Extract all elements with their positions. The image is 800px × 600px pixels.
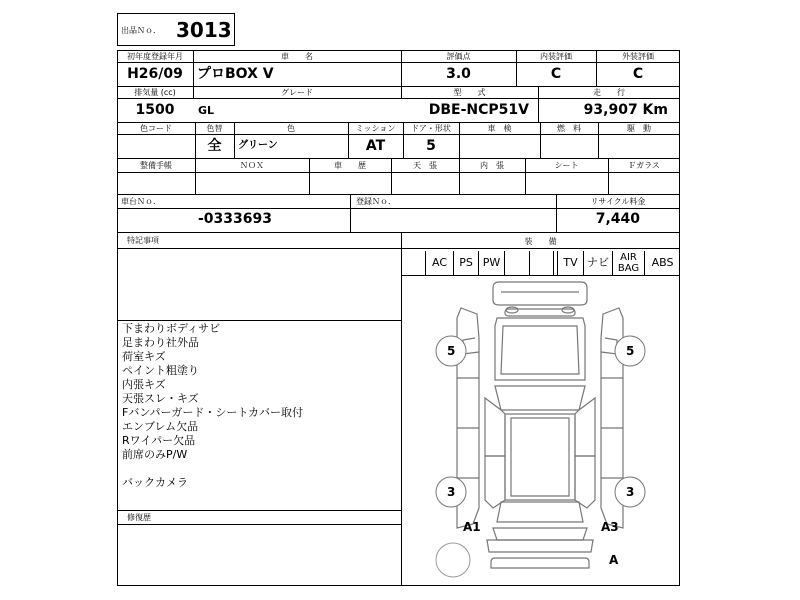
fuel-label: 燃 料	[557, 124, 581, 133]
chassis-number: -0333693	[198, 211, 272, 227]
equipment-ac: AC	[425, 251, 453, 275]
equipment-tv: TV	[557, 251, 583, 275]
evaluation-score: 3.0	[446, 66, 471, 82]
equipment-abs: ABS	[644, 251, 680, 275]
equipment-slot	[529, 251, 553, 275]
rear-right-grade: 3	[626, 485, 635, 499]
repair-history-title: 修復歴	[127, 513, 151, 522]
recycle-fee: 7,440	[595, 211, 640, 227]
equipment-navi: ナビ	[583, 251, 612, 275]
nox-label: ＮＯＸ	[240, 161, 264, 170]
note-line: Rワイパー欠品	[122, 434, 196, 447]
front-left-grade: 5	[447, 344, 456, 358]
note-line: エンブレム欠品	[122, 420, 199, 433]
note-line: バックカメラ	[122, 476, 188, 489]
rear-left-damage-mark: A1	[463, 520, 481, 534]
note-line: 天張スレ・キズ	[122, 392, 199, 405]
car-damage-diagram	[401, 278, 680, 586]
note-line: ペイント粗塗り	[122, 364, 199, 377]
color-code-label: 色コード	[140, 124, 172, 133]
year-label: 初年度登録年月	[127, 52, 183, 61]
mileage: 93,907 Km	[583, 102, 668, 118]
lot-number: 3013	[176, 18, 232, 42]
note-line: 足まわり社外品	[122, 336, 199, 349]
manual-label: 整備手帳	[140, 161, 172, 170]
displacement-label: 排気量 (cc)	[134, 88, 176, 97]
mission: AT	[365, 138, 386, 154]
equipment-airbag: AIR BAG	[612, 251, 644, 275]
equipment-title: 装 備	[524, 237, 557, 246]
rear-damage-mark: A	[609, 553, 619, 567]
equipment-ps: PS	[453, 251, 478, 275]
door-count: 5	[426, 138, 436, 154]
rear-right-damage-mark: A3	[601, 520, 619, 534]
note-line: 内張キズ	[122, 378, 166, 391]
grade: GL	[198, 104, 215, 117]
door-label: ドア・形状	[411, 124, 451, 133]
model-label: 車 名	[281, 52, 313, 61]
inspection-label: 車 検	[487, 124, 512, 133]
seat-label: シート	[554, 161, 579, 170]
ceiling-label: 天 張	[413, 161, 437, 170]
note-line: 荷室キズ	[122, 350, 166, 363]
front-glass-label: Ｆガラス	[628, 161, 660, 170]
inner-panel-label: 内 張	[480, 161, 504, 170]
color-change-label: 色替	[206, 124, 223, 133]
exterior-grade: C	[632, 66, 644, 82]
recycle-label: リサイクル料金	[590, 197, 646, 206]
model-name: プロBOX V	[197, 66, 274, 82]
chassis-label: 車台Ｎｏ．	[121, 197, 161, 206]
lot-number-label: 出品Ｎｏ．	[121, 26, 161, 35]
score-label: 評価点	[446, 52, 471, 61]
equipment-pw: PW	[478, 251, 505, 275]
color-change: 全	[207, 138, 222, 154]
note-line: Fバンパーガード・シートカバー取付	[122, 406, 304, 419]
displacement: 1500	[135, 102, 175, 118]
history-label: 車 歴	[334, 161, 366, 170]
interior-grade-label: 内装評価	[540, 52, 572, 61]
registration-label: 登録Ｎｏ．	[356, 197, 396, 206]
interior-grade: C	[550, 66, 562, 82]
mileage-label: 走 行	[593, 88, 625, 97]
note-line	[122, 462, 303, 476]
registration-year: H26/09	[127, 66, 183, 82]
drive-label: 駆 動	[627, 124, 651, 133]
exterior-grade-label: 外装評価	[622, 52, 654, 61]
notes-list	[122, 322, 303, 490]
front-right-grade: 5	[626, 344, 635, 358]
mission-label: ミッション	[355, 124, 396, 133]
rear-left-grade: 3	[447, 485, 456, 499]
grade-label: グレード	[281, 88, 313, 97]
color-label: 色	[287, 124, 295, 133]
note-line: 下まわりボディサビ	[122, 322, 221, 335]
equipment-slot	[401, 251, 425, 275]
color: グリーン	[238, 140, 278, 151]
type-label: 型 式	[453, 88, 486, 97]
notes-title: 特記事項	[127, 236, 159, 245]
note-line: 前席のみP/W	[122, 448, 188, 461]
model-type: DBE-NCP51V	[428, 102, 529, 118]
